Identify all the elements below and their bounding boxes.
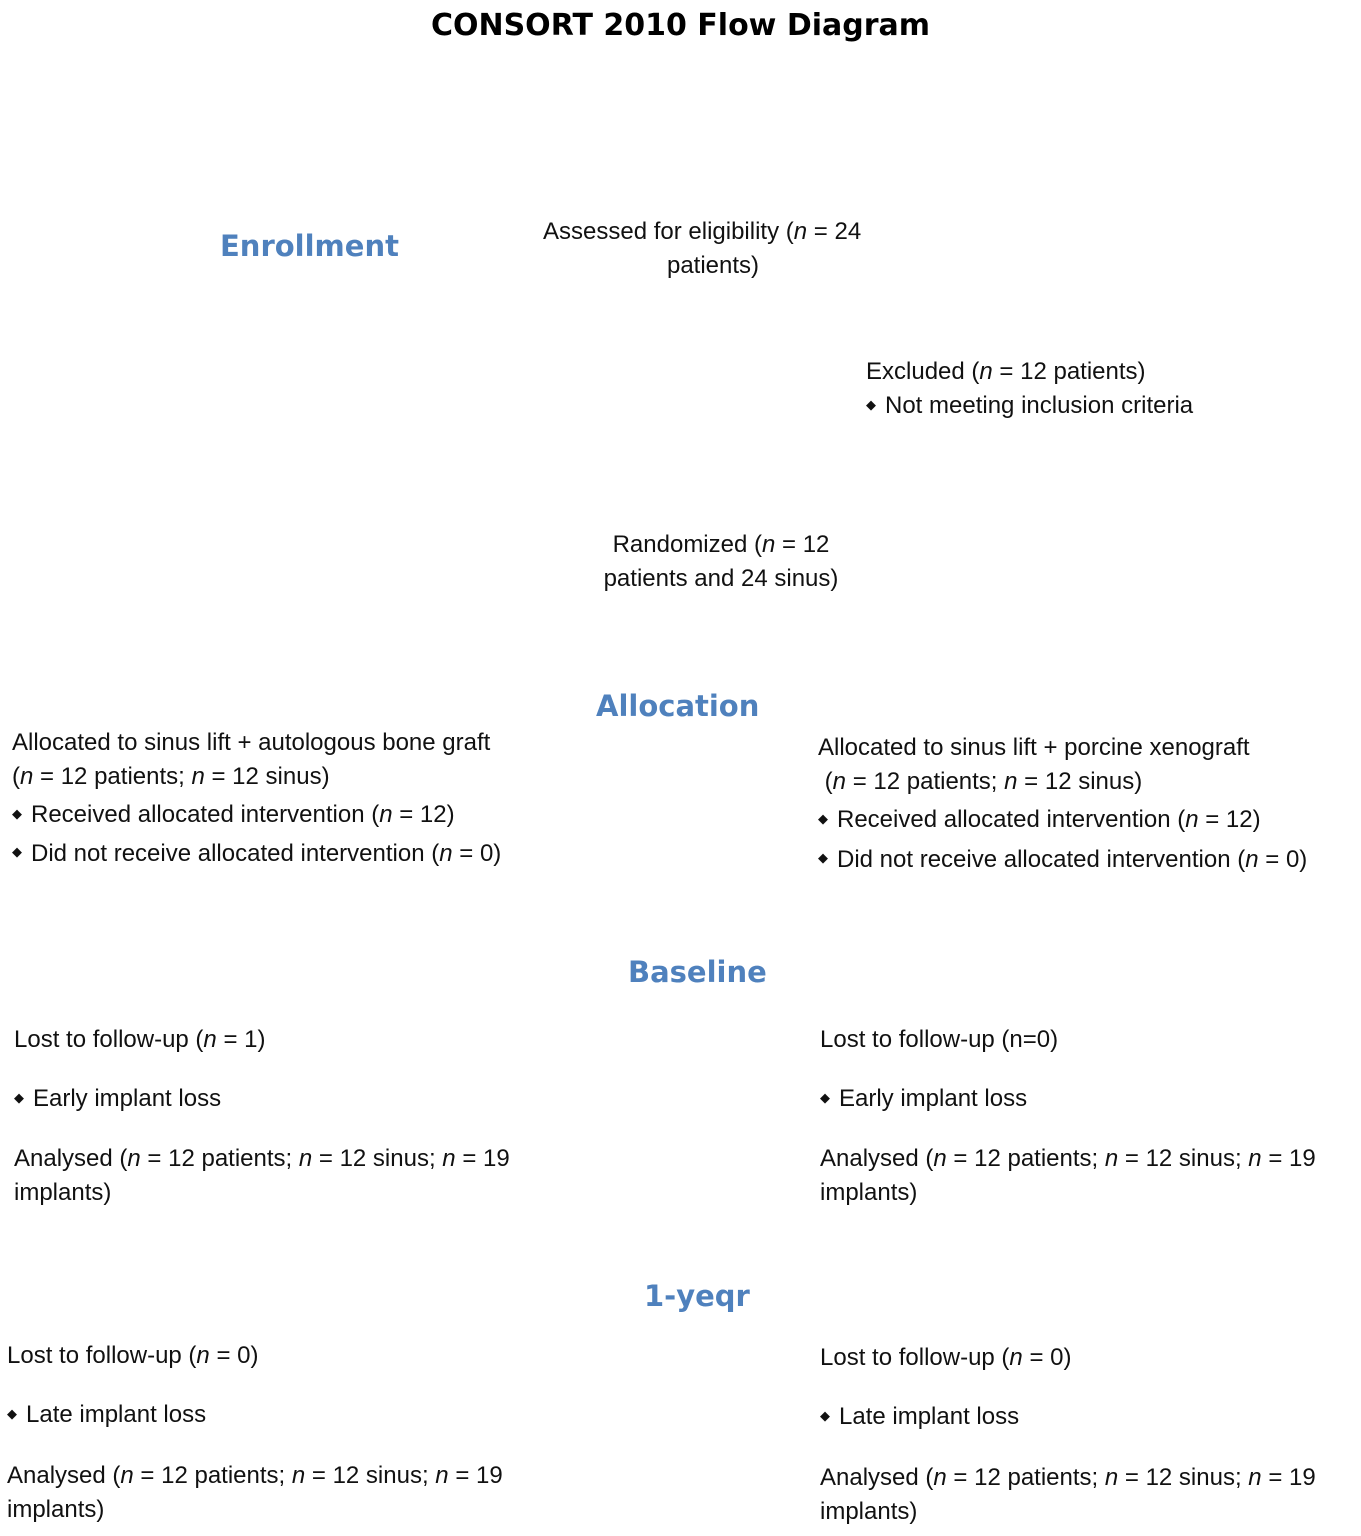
loss-reason: Early implant loss <box>839 1085 1028 1112</box>
one-year-left-analysed-unit: implants) <box>7 1495 105 1523</box>
not-received-count: = 0) <box>1258 845 1308 873</box>
n-symbol: n <box>1245 845 1259 873</box>
diamond-bullet-icon: ◆ <box>12 805 22 821</box>
assessed-line-2 <box>543 249 883 283</box>
n-symbol: n <box>120 1461 134 1489</box>
n-symbol: n <box>933 1463 947 1491</box>
diamond-bullet-icon: ◆ <box>818 810 828 826</box>
diamond-bullet-icon: ◆ <box>820 1089 830 1105</box>
paren: ( <box>818 768 833 795</box>
loss-reason: Late implant loss <box>839 1403 1020 1430</box>
not-received-count: = 0) <box>452 839 502 867</box>
stage-heading-enrollment: Enrollment <box>220 229 399 263</box>
n-symbol: n <box>1004 768 1018 795</box>
allocation-left-title: Allocated to sinus lift + autologous bone graft <box>12 729 491 756</box>
n-symbol: n <box>1009 1344 1023 1371</box>
n-symbol: n <box>379 801 393 828</box>
baseline-right-box <box>820 1023 1316 1210</box>
one-year-left-box <box>7 1339 503 1527</box>
randomized-detail: patients and 24 sinus) <box>603 565 839 592</box>
lost-count: = 0) <box>1022 1344 1072 1371</box>
allocation-left-box <box>12 726 501 871</box>
allocation-right-received <box>818 803 1307 838</box>
diamond-bullet-icon: ◆ <box>12 844 22 860</box>
assessed-line-1 <box>543 215 883 249</box>
lost-text: Lost to follow-up ( <box>14 1026 204 1053</box>
n-symbol: n <box>191 763 205 790</box>
baseline-left-loss <box>14 1082 510 1117</box>
one-year-left-analysed <box>7 1459 503 1493</box>
excluded-text: Excluded ( <box>866 358 980 385</box>
n-symbol: n <box>1248 1144 1262 1172</box>
patients-count: = 12 patients; <box>133 1461 292 1489</box>
excluded-box <box>866 355 1193 424</box>
one-year-right-box <box>820 1341 1316 1529</box>
n-symbol: n <box>291 1461 306 1489</box>
allocation-left-not-received <box>12 837 501 872</box>
received-text: Received allocated intervention ( <box>837 806 1186 833</box>
n-symbol: n <box>1248 1463 1262 1491</box>
sinus-count: = 12 sinus) <box>204 763 330 790</box>
one-year-right-loss <box>820 1400 1316 1435</box>
n-symbol: n <box>1104 1463 1119 1491</box>
n-symbol: n <box>127 1144 141 1172</box>
n-symbol: n <box>439 839 453 867</box>
allocation-right-box <box>818 731 1307 877</box>
assessed-text: Assessed for eligibility ( <box>543 218 794 245</box>
sinus-count: = 12 sinus; <box>1118 1463 1249 1491</box>
allocation-right-title: Allocated to sinus lift + porcine xenograft <box>818 734 1250 761</box>
sinus-count: = 12 sinus; <box>1118 1144 1249 1172</box>
allocation-left-counts <box>12 760 501 794</box>
excluded-reason: Not meeting inclusion criteria <box>885 392 1194 419</box>
sinus-count: = 12 sinus; <box>312 1144 443 1172</box>
n-symbol: n <box>793 218 808 245</box>
assessed-eligibility-box <box>543 215 883 283</box>
n-symbol: n <box>1185 806 1199 833</box>
randomized-line-2 <box>594 562 848 596</box>
stage-heading-one-year: 1-yeqr <box>644 1279 750 1313</box>
diagram-title: CONSORT 2010 Flow Diagram <box>430 8 931 43</box>
loss-reason: Late implant loss <box>26 1401 207 1428</box>
loss-reason: Early implant loss <box>33 1085 222 1112</box>
analysed-text: Analysed ( <box>820 1144 934 1172</box>
baseline-left-analysed <box>14 1142 510 1176</box>
baseline-left-box <box>14 1023 510 1210</box>
diamond-bullet-icon: ◆ <box>866 396 876 412</box>
n-symbol: n <box>933 1144 947 1172</box>
patients-count: = 12 patients; <box>946 1463 1105 1491</box>
received-count: = 12) <box>392 801 455 828</box>
randomized-line-1 <box>594 528 848 562</box>
baseline-left-lost <box>14 1023 510 1057</box>
one-year-right-analysed <box>820 1461 1316 1495</box>
one-year-left-lost <box>7 1339 503 1373</box>
patients-count: = 12 patients; <box>946 1144 1105 1172</box>
sinus-count: = 12 sinus) <box>1017 768 1143 795</box>
implants-count: = 19 <box>455 1144 510 1172</box>
n-symbol: n <box>435 1461 449 1489</box>
stage-heading-allocation: Allocation <box>596 689 760 723</box>
lost-text: Lost to follow-up ( <box>820 1344 1010 1371</box>
randomized-count: = 12 <box>775 531 830 558</box>
analysed-text: Analysed ( <box>820 1463 934 1491</box>
analysed-text: Analysed ( <box>14 1144 128 1172</box>
randomized-box <box>594 528 848 596</box>
n-symbol: n <box>832 768 847 795</box>
excluded-count: = 12 patients) <box>992 358 1146 385</box>
n-symbol: n <box>196 1342 210 1369</box>
implants-count: = 19 <box>1261 1463 1316 1491</box>
excluded-reason-line <box>866 389 1193 424</box>
sinus-count: = 12 sinus; <box>305 1461 436 1489</box>
allocation-right-counts <box>818 765 1307 799</box>
assessed-count: = 24 <box>807 218 862 245</box>
one-year-left-loss <box>7 1398 503 1433</box>
implants-count: = 19 <box>1261 1144 1316 1172</box>
lost-text: Lost to follow-up ( <box>7 1342 197 1369</box>
paren: ( <box>12 763 20 790</box>
assessed-unit: patients) <box>666 252 760 279</box>
baseline-right-analysed <box>820 1142 1316 1176</box>
baseline-right-lost: Lost to follow-up (n=0) <box>820 1026 1059 1053</box>
patients-count: = 12 patients; <box>846 768 1005 795</box>
n-symbol: n <box>203 1026 217 1053</box>
not-received-text: Did not receive allocated intervention ( <box>837 845 1246 873</box>
patients-count: = 12 patients; <box>33 763 192 790</box>
stage-heading-baseline: Baseline <box>628 955 767 989</box>
received-count: = 12) <box>1198 806 1261 833</box>
one-year-right-analysed-unit: implants) <box>820 1497 918 1525</box>
excluded-line <box>866 355 1193 389</box>
n-symbol: n <box>979 358 993 385</box>
lost-count: = 1) <box>216 1026 266 1053</box>
allocation-left-received <box>12 798 501 833</box>
baseline-right-analysed-unit: implants) <box>820 1178 918 1206</box>
baseline-left-analysed-unit: implants) <box>14 1178 112 1206</box>
randomized-text: Randomized ( <box>612 531 762 558</box>
one-year-right-lost <box>820 1341 1316 1375</box>
diamond-bullet-icon: ◆ <box>7 1405 17 1421</box>
allocation-right-not-received <box>818 843 1307 878</box>
n-symbol: n <box>442 1144 456 1172</box>
n-symbol: n <box>20 763 34 790</box>
implants-count: = 19 <box>448 1461 503 1489</box>
analysed-text: Analysed ( <box>7 1461 121 1489</box>
not-received-text: Did not receive allocated intervention ( <box>31 839 440 867</box>
lost-count: = 0) <box>209 1342 259 1369</box>
n-symbol: n <box>1104 1144 1119 1172</box>
received-text: Received allocated intervention ( <box>31 801 380 828</box>
baseline-right-loss <box>820 1082 1316 1117</box>
diamond-bullet-icon: ◆ <box>818 850 828 866</box>
diamond-bullet-icon: ◆ <box>820 1407 830 1423</box>
diamond-bullet-icon: ◆ <box>14 1089 24 1105</box>
n-symbol: n <box>762 531 776 558</box>
patients-count: = 12 patients; <box>140 1144 299 1172</box>
n-symbol: n <box>298 1144 313 1172</box>
